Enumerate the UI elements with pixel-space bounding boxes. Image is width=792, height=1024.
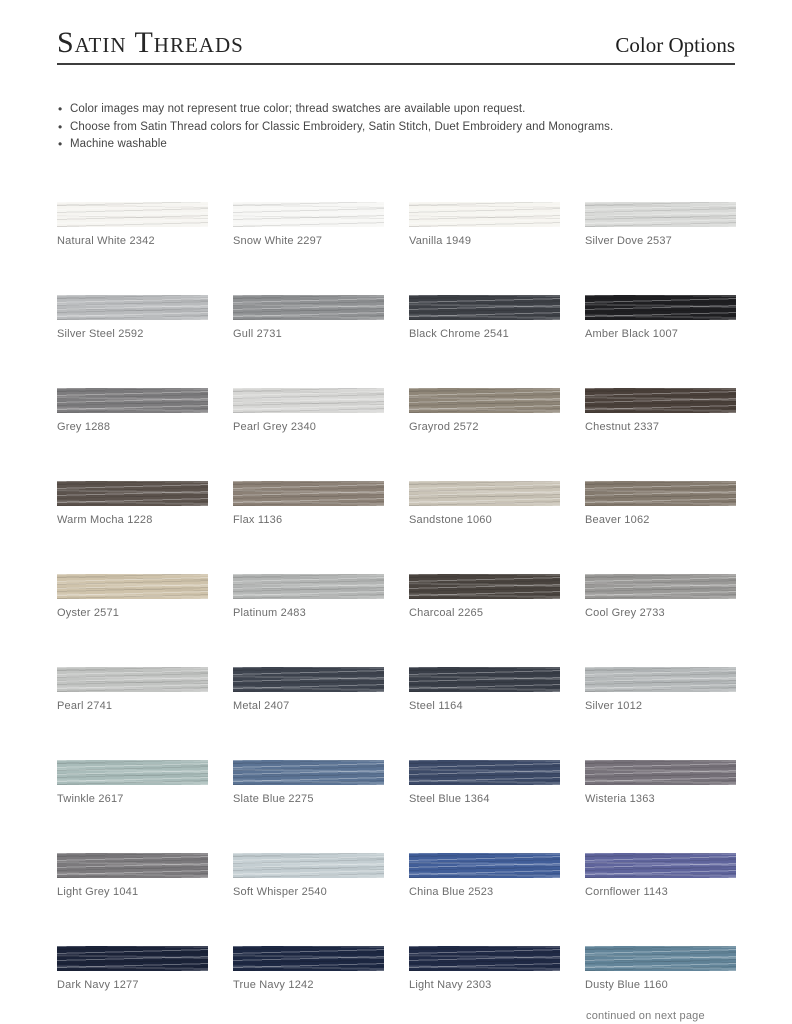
thread-swatch — [233, 295, 384, 320]
swatch-cell — [233, 946, 384, 992]
thread-swatch — [233, 853, 384, 878]
thread-swatch — [409, 667, 560, 692]
swatch-label: Gull 2731 — [233, 327, 282, 340]
thread-swatch — [233, 667, 384, 692]
swatch-cell — [233, 760, 384, 806]
swatch-cell — [233, 388, 384, 434]
swatch-label: Amber Black 1007 — [585, 327, 679, 340]
thread-swatch — [57, 760, 208, 785]
page-subtitle: Color Options — [615, 33, 735, 57]
swatch-cell — [409, 202, 560, 248]
swatch-label: Platinum 2483 — [233, 606, 306, 619]
swatch-label: Chestnut 2337 — [585, 420, 660, 433]
continued-note: continued on next page — [586, 1009, 705, 1022]
swatch-label: Slate Blue 2275 — [233, 792, 314, 805]
swatch-cell — [585, 202, 736, 248]
swatch-label: Silver Dove 2537 — [585, 234, 672, 247]
thread-swatch — [585, 295, 736, 320]
swatch-cell — [57, 667, 208, 713]
thread-swatch — [409, 760, 560, 785]
swatch-label: Grayrod 2572 — [409, 420, 479, 433]
swatch-label: Dusty Blue 1160 — [585, 978, 668, 991]
swatch-cell — [585, 946, 736, 992]
swatch-label: Steel Blue 1364 — [409, 792, 490, 805]
swatch-label: Natural White 2342 — [57, 234, 155, 247]
thread-swatch — [57, 388, 208, 413]
swatch-cell — [233, 481, 384, 527]
thread-swatch — [585, 202, 736, 227]
thread-swatch — [409, 388, 560, 413]
swatch-cell — [409, 760, 560, 806]
swatch-cell — [233, 667, 384, 713]
swatch-label: Wisteria 1363 — [585, 792, 655, 805]
thread-swatch — [585, 760, 736, 785]
thread-swatch — [57, 295, 208, 320]
swatch-label: Dark Navy 1277 — [57, 978, 139, 991]
swatch-label: Soft Whisper 2540 — [233, 885, 327, 898]
swatch-grid — [57, 202, 735, 992]
thread-swatch — [585, 574, 736, 599]
swatch-label: Snow White 2297 — [233, 234, 323, 247]
swatch-label: China Blue 2523 — [409, 885, 494, 898]
thread-swatch — [409, 295, 560, 320]
swatch-cell — [409, 667, 560, 713]
swatch-label: Cornflower 1143 — [585, 885, 668, 898]
thread-swatch — [585, 946, 736, 971]
thread-swatch — [57, 667, 208, 692]
swatch-cell — [409, 481, 560, 527]
swatch-cell — [409, 295, 560, 341]
swatch-label: Beaver 1062 — [585, 513, 650, 526]
swatch-label: Sandstone 1060 — [409, 513, 492, 526]
swatch-cell — [57, 946, 208, 992]
swatch-label: True Navy 1242 — [233, 978, 314, 991]
thread-swatch — [409, 481, 560, 506]
swatch-cell — [409, 574, 560, 620]
thread-swatch — [233, 388, 384, 413]
swatch-cell — [585, 853, 736, 899]
swatch-label: Twinkle 2617 — [57, 792, 124, 805]
swatch-cell — [233, 295, 384, 341]
bullet-item: • Machine washable — [70, 136, 735, 154]
thread-swatch — [57, 853, 208, 878]
swatch-cell — [233, 574, 384, 620]
swatch-cell — [57, 853, 208, 899]
swatch-label: Light Grey 1041 — [57, 885, 139, 898]
thread-swatch — [409, 202, 560, 227]
swatch-cell — [585, 760, 736, 806]
swatch-label: Light Navy 2303 — [409, 978, 492, 991]
thread-swatch — [585, 388, 736, 413]
swatch-label: Charcoal 2265 — [409, 606, 484, 619]
thread-swatch — [233, 760, 384, 785]
page-title: Satin Threads — [57, 26, 244, 59]
swatch-cell — [585, 295, 736, 341]
swatch-cell — [233, 853, 384, 899]
swatch-cell — [409, 853, 560, 899]
thread-swatch — [57, 202, 208, 227]
thread-swatch — [233, 574, 384, 599]
thread-swatch — [585, 853, 736, 878]
bullet-item: • Color images may not represent true color; thread swatches are available upon request. — [70, 101, 735, 119]
thread-swatch — [57, 574, 208, 599]
swatch-label: Warm Mocha 1228 — [57, 513, 153, 526]
thread-swatch — [409, 946, 560, 971]
swatch-cell — [585, 667, 736, 713]
bullet-list — [57, 101, 735, 154]
thread-swatch — [585, 667, 736, 692]
swatch-label: Vanilla 1949 — [409, 234, 472, 247]
swatch-cell — [409, 388, 560, 434]
thread-swatch — [57, 946, 208, 971]
swatch-label: Grey 1288 — [57, 420, 111, 433]
swatch-cell — [57, 388, 208, 434]
swatch-label: Pearl 2741 — [57, 699, 113, 712]
swatch-cell — [585, 481, 736, 527]
swatch-cell — [57, 481, 208, 527]
swatch-cell — [409, 946, 560, 992]
thread-swatch — [233, 481, 384, 506]
bullet-item: • Choose from Satin Thread colors for Classic Embroidery, Satin Stitch, Duet Embroidery and Monograms. — [70, 119, 735, 137]
swatch-label: Flax 1136 — [233, 513, 283, 526]
thread-swatch — [409, 574, 560, 599]
thread-swatch — [409, 853, 560, 878]
swatch-cell — [57, 202, 208, 248]
thread-swatch — [233, 202, 384, 227]
page-header — [57, 28, 735, 65]
swatch-cell — [57, 760, 208, 806]
swatch-label: Black Chrome 2541 — [409, 327, 510, 340]
thread-swatch — [233, 946, 384, 971]
swatch-label: Cool Grey 2733 — [585, 606, 665, 619]
swatch-label: Silver Steel 2592 — [57, 327, 144, 340]
swatch-cell — [57, 574, 208, 620]
swatch-label: Pearl Grey 2340 — [233, 420, 317, 433]
thread-swatch — [585, 481, 736, 506]
swatch-cell — [585, 388, 736, 434]
swatch-label: Silver 1012 — [585, 699, 643, 712]
swatch-cell — [233, 202, 384, 248]
swatch-cell — [57, 295, 208, 341]
swatch-label: Metal 2407 — [233, 699, 290, 712]
thread-swatch — [57, 481, 208, 506]
swatch-cell — [585, 574, 736, 620]
swatch-label: Steel 1164 — [409, 699, 463, 712]
swatch-label: Oyster 2571 — [57, 606, 120, 619]
